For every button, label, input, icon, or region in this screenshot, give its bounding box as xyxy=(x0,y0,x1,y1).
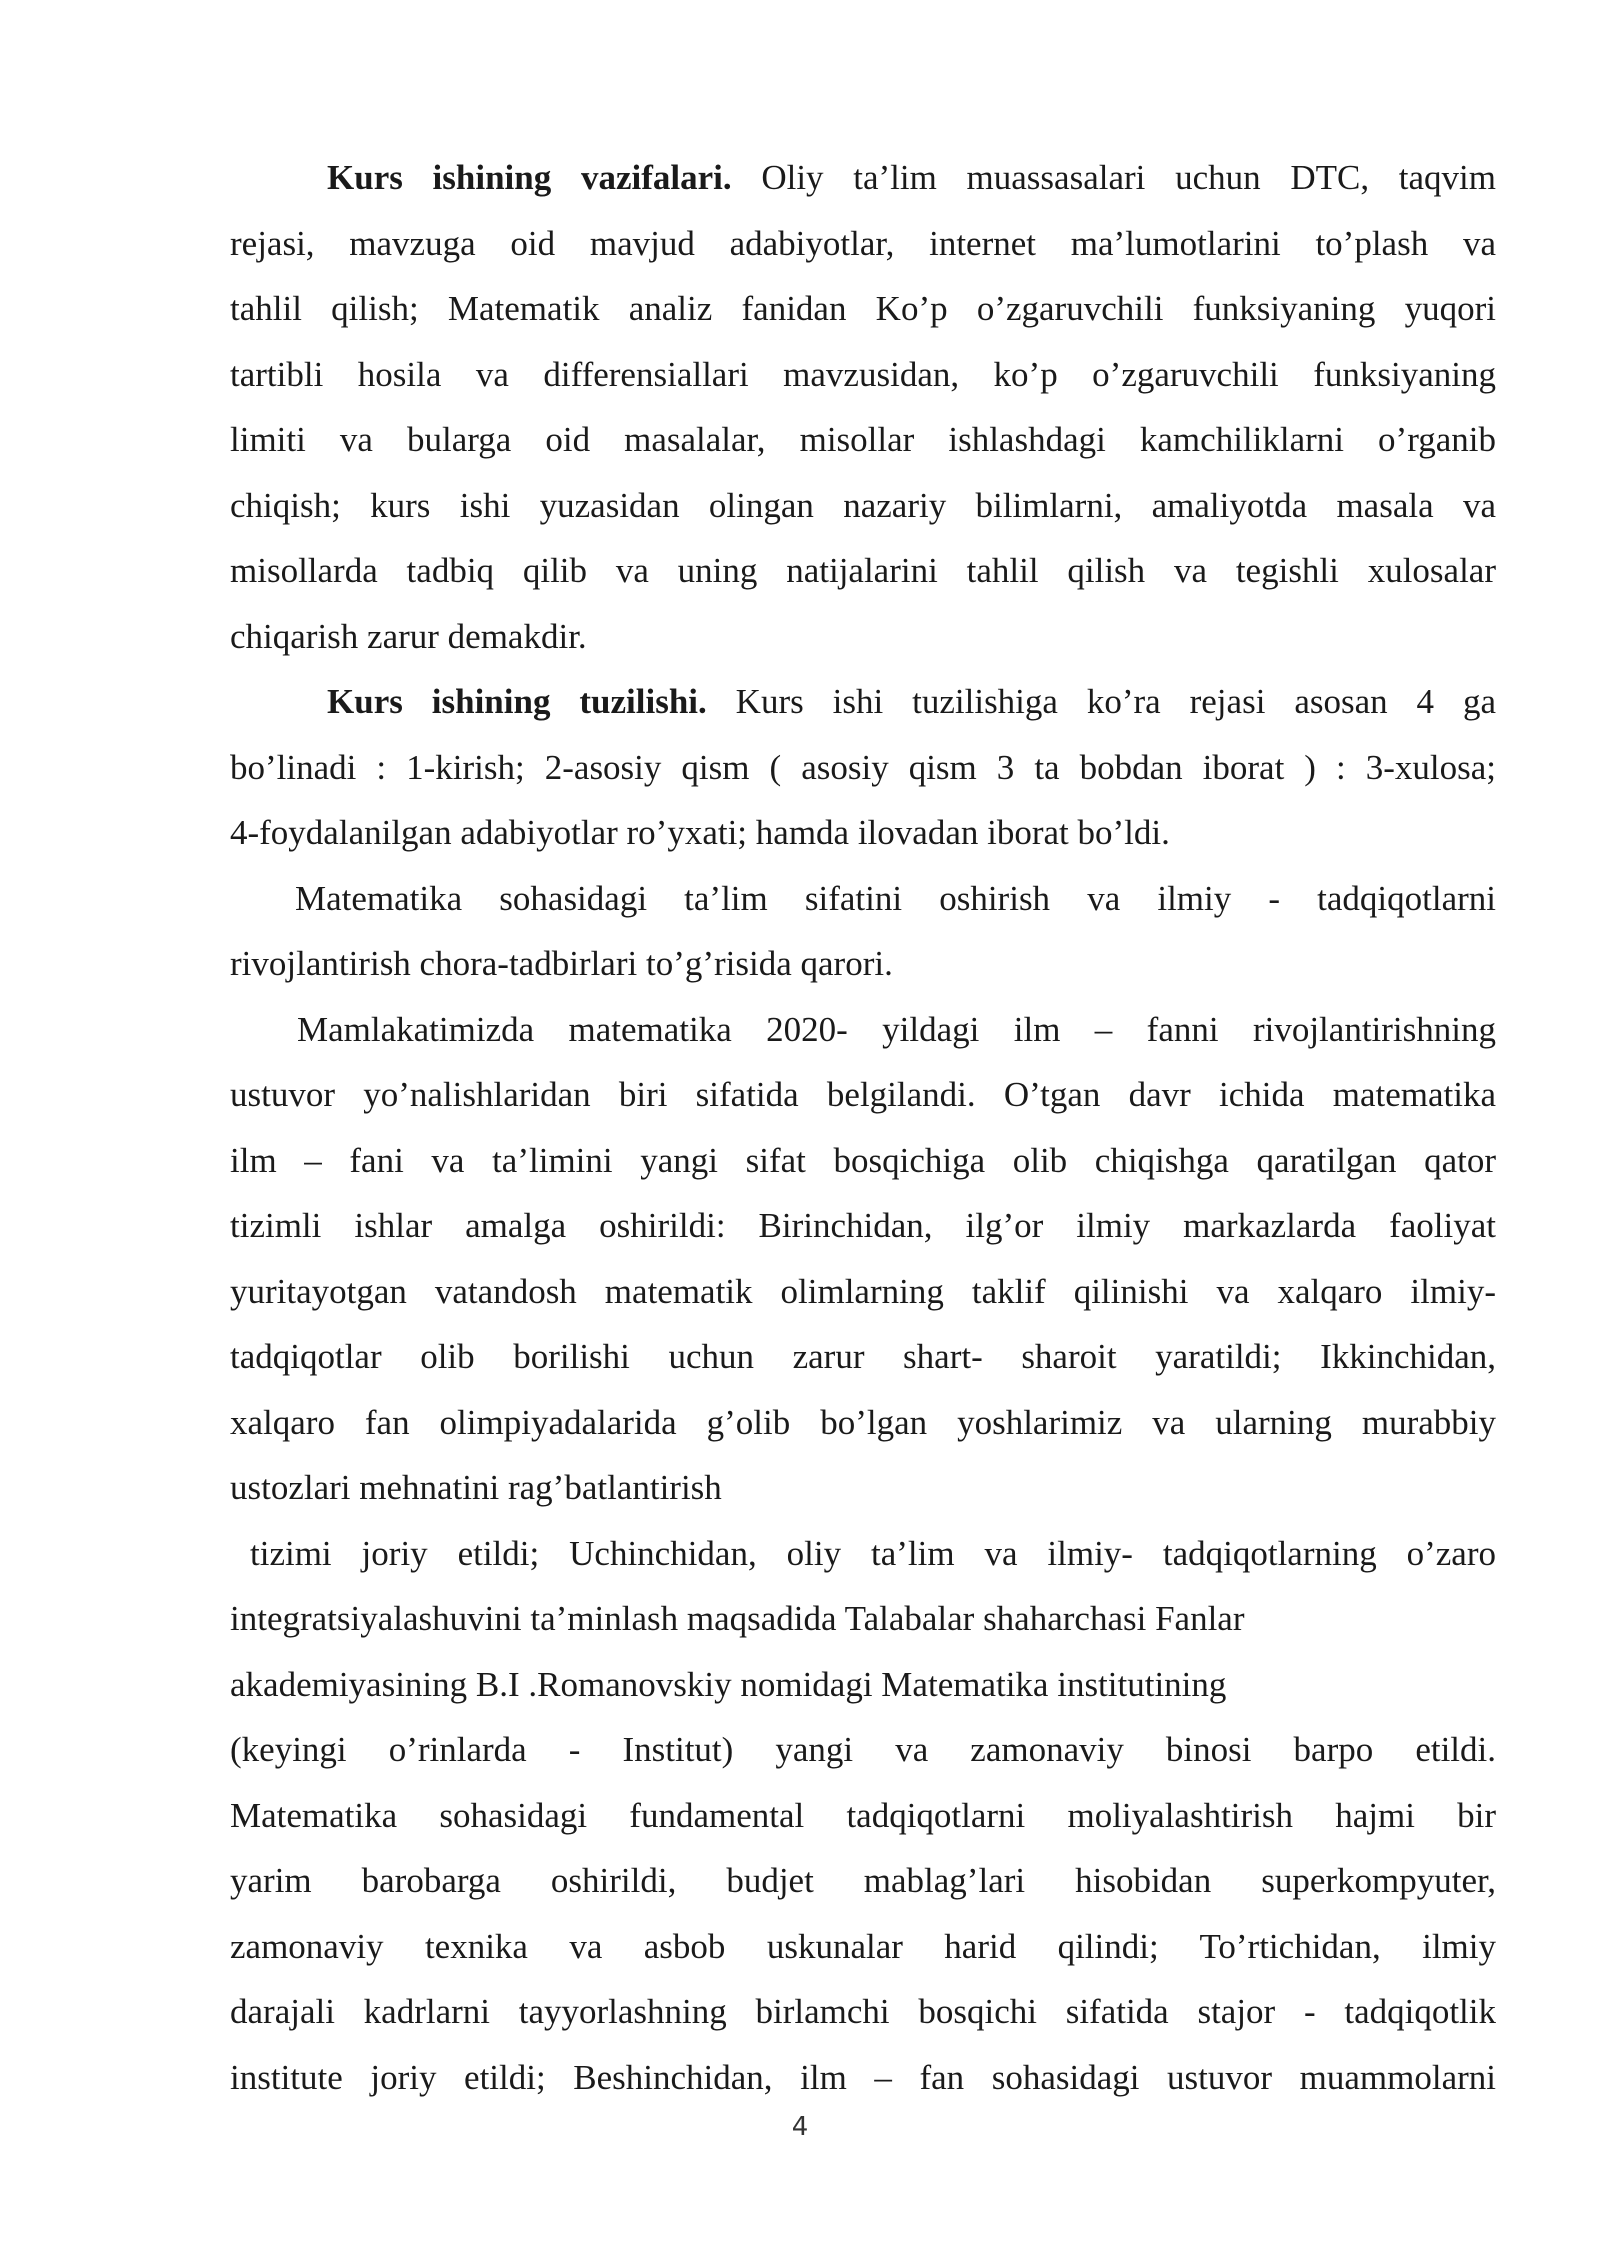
section-heading: Kurs ishining tuzilishi. xyxy=(327,682,707,721)
text-line: chiqarish zarur demakdir. xyxy=(230,616,587,656)
text-line: ustuvor yo’nalishlaridan biri sifatida belgilandi. O’tgan davr ichida matematika xyxy=(230,1075,1496,1114)
page-number: 4 xyxy=(791,2112,809,2142)
text-line: Kurs ishining vazifalari. Oliy ta’lim muassasalari uchun DTC, taqvim xyxy=(327,158,1496,197)
text-line: zamonaviy texnika va asbob uskunalar harid qilindi; To’rtichidan, ilmiy xyxy=(230,1926,1496,1966)
text-line: chiqish; kurs ishi yuzasidan olingan nazariy bilimlarni, amaliyotda masala va xyxy=(230,485,1496,525)
text-line: ilm – fani va ta’limini yangi sifat bosqichiga olib chiqishga qaratilgan qator xyxy=(230,1140,1496,1180)
text-line: ustozlari mehnatini rag’batlantirish xyxy=(230,1468,722,1507)
text-line: tizimli ishlar amalga oshirildi: Birinchidan, ilg’or ilmiy markazlarda faoliyat xyxy=(230,1206,1496,1245)
text-line: tahlil qilish; Matematik analiz fanidan Ko’p o’zgaruvchili funksiyaning yuqori xyxy=(230,289,1496,328)
text-line: tizimi joriy etildi; Uchinchidan, oliy ta’lim va ilmiy- tadqiqotlarning o’zaro xyxy=(250,1533,1496,1573)
text-line: yuritayotgan vatandosh matematik olimlarning taklif qilinishi va xalqaro ilmiy- xyxy=(230,1271,1496,1311)
text-line: rivojlantirish chora-tadbirlari to’g’risida qarori. xyxy=(230,944,893,983)
text-line: Matematika sohasidagi ta’lim sifatini oshirish va ilmiy - tadqiqotlarni xyxy=(295,878,1496,918)
text-line: limiti va bularga oid masalalar, misollar ishlashdagi kamchiliklarni o’rganib xyxy=(230,420,1496,459)
text-line: Mamlakatimizda matematika 2020- yildagi ilm – fanni rivojlantirishning xyxy=(297,1009,1496,1049)
text-line: integratsiyalashuvini ta’minlash maqsadida Talabalar shaharchasi Fanlar xyxy=(230,1599,1245,1638)
text-line: misollarda tadbiq qilib va uning natijalarini tahlil qilish va tegishli xulosalar xyxy=(230,551,1496,590)
text-line: Matematika sohasidagi fundamental tadqiqotlarni moliyalashtirish hajmi bir xyxy=(230,1795,1496,1835)
text-line: akademiyasining B.I .Romanovskiy nomidagi Matematika institutining xyxy=(230,1664,1227,1704)
text-line: yarim barobarga oshirildi, budjet mablag’lari hisobidan superkompyuter, xyxy=(230,1861,1496,1900)
text-line: tadqiqotlar olib borilishi uchun zarur shart- sharoit yaratildi; Ikkinchidan, xyxy=(230,1337,1496,1376)
text-line: (keyingi o’rinlarda - Institut) yangi va zamonaviy binosi barpo etildi. xyxy=(230,1730,1496,1769)
text-line: 4-foydalanilgan adabiyotlar ro’yxati; hamda ilovadan iborat bo’ldi. xyxy=(230,813,1170,852)
text-line: tartibli hosila va differensiallari mavzusidan, ko’p o’zgaruvchili funksiyaning xyxy=(230,354,1496,394)
text-line: Kurs ishining tuzilishi. Kurs ishi tuzilishiga ko’ra rejasi asosan 4 ga xyxy=(327,682,1496,721)
section-heading: Kurs ishining vazifalari. xyxy=(327,158,732,197)
text-line: bo’linadi : 1-kirish; 2-asosiy qism ( asosiy qism 3 ta bobdan iborat ) : 3-xulosa; xyxy=(230,747,1496,787)
document-body xyxy=(230,145,1496,2110)
text-line: xalqaro fan olimpiyadalarida g’olib bo’lgan yoshlarimiz va ularning murabbiy xyxy=(230,1402,1496,1442)
text-line: darajali kadrlarni tayyorlashning birlamchi bosqichi sifatida stajor - tadqiqotlik xyxy=(230,1992,1496,2031)
text-line: institute joriy etildi; Beshinchidan, ilm – fan sohasidagi ustuvor muammolarni xyxy=(230,2057,1496,2097)
text-line: rejasi, mavzuga oid mavjud adabiyotlar, internet ma’lumotlarini to’plash va xyxy=(230,223,1496,263)
